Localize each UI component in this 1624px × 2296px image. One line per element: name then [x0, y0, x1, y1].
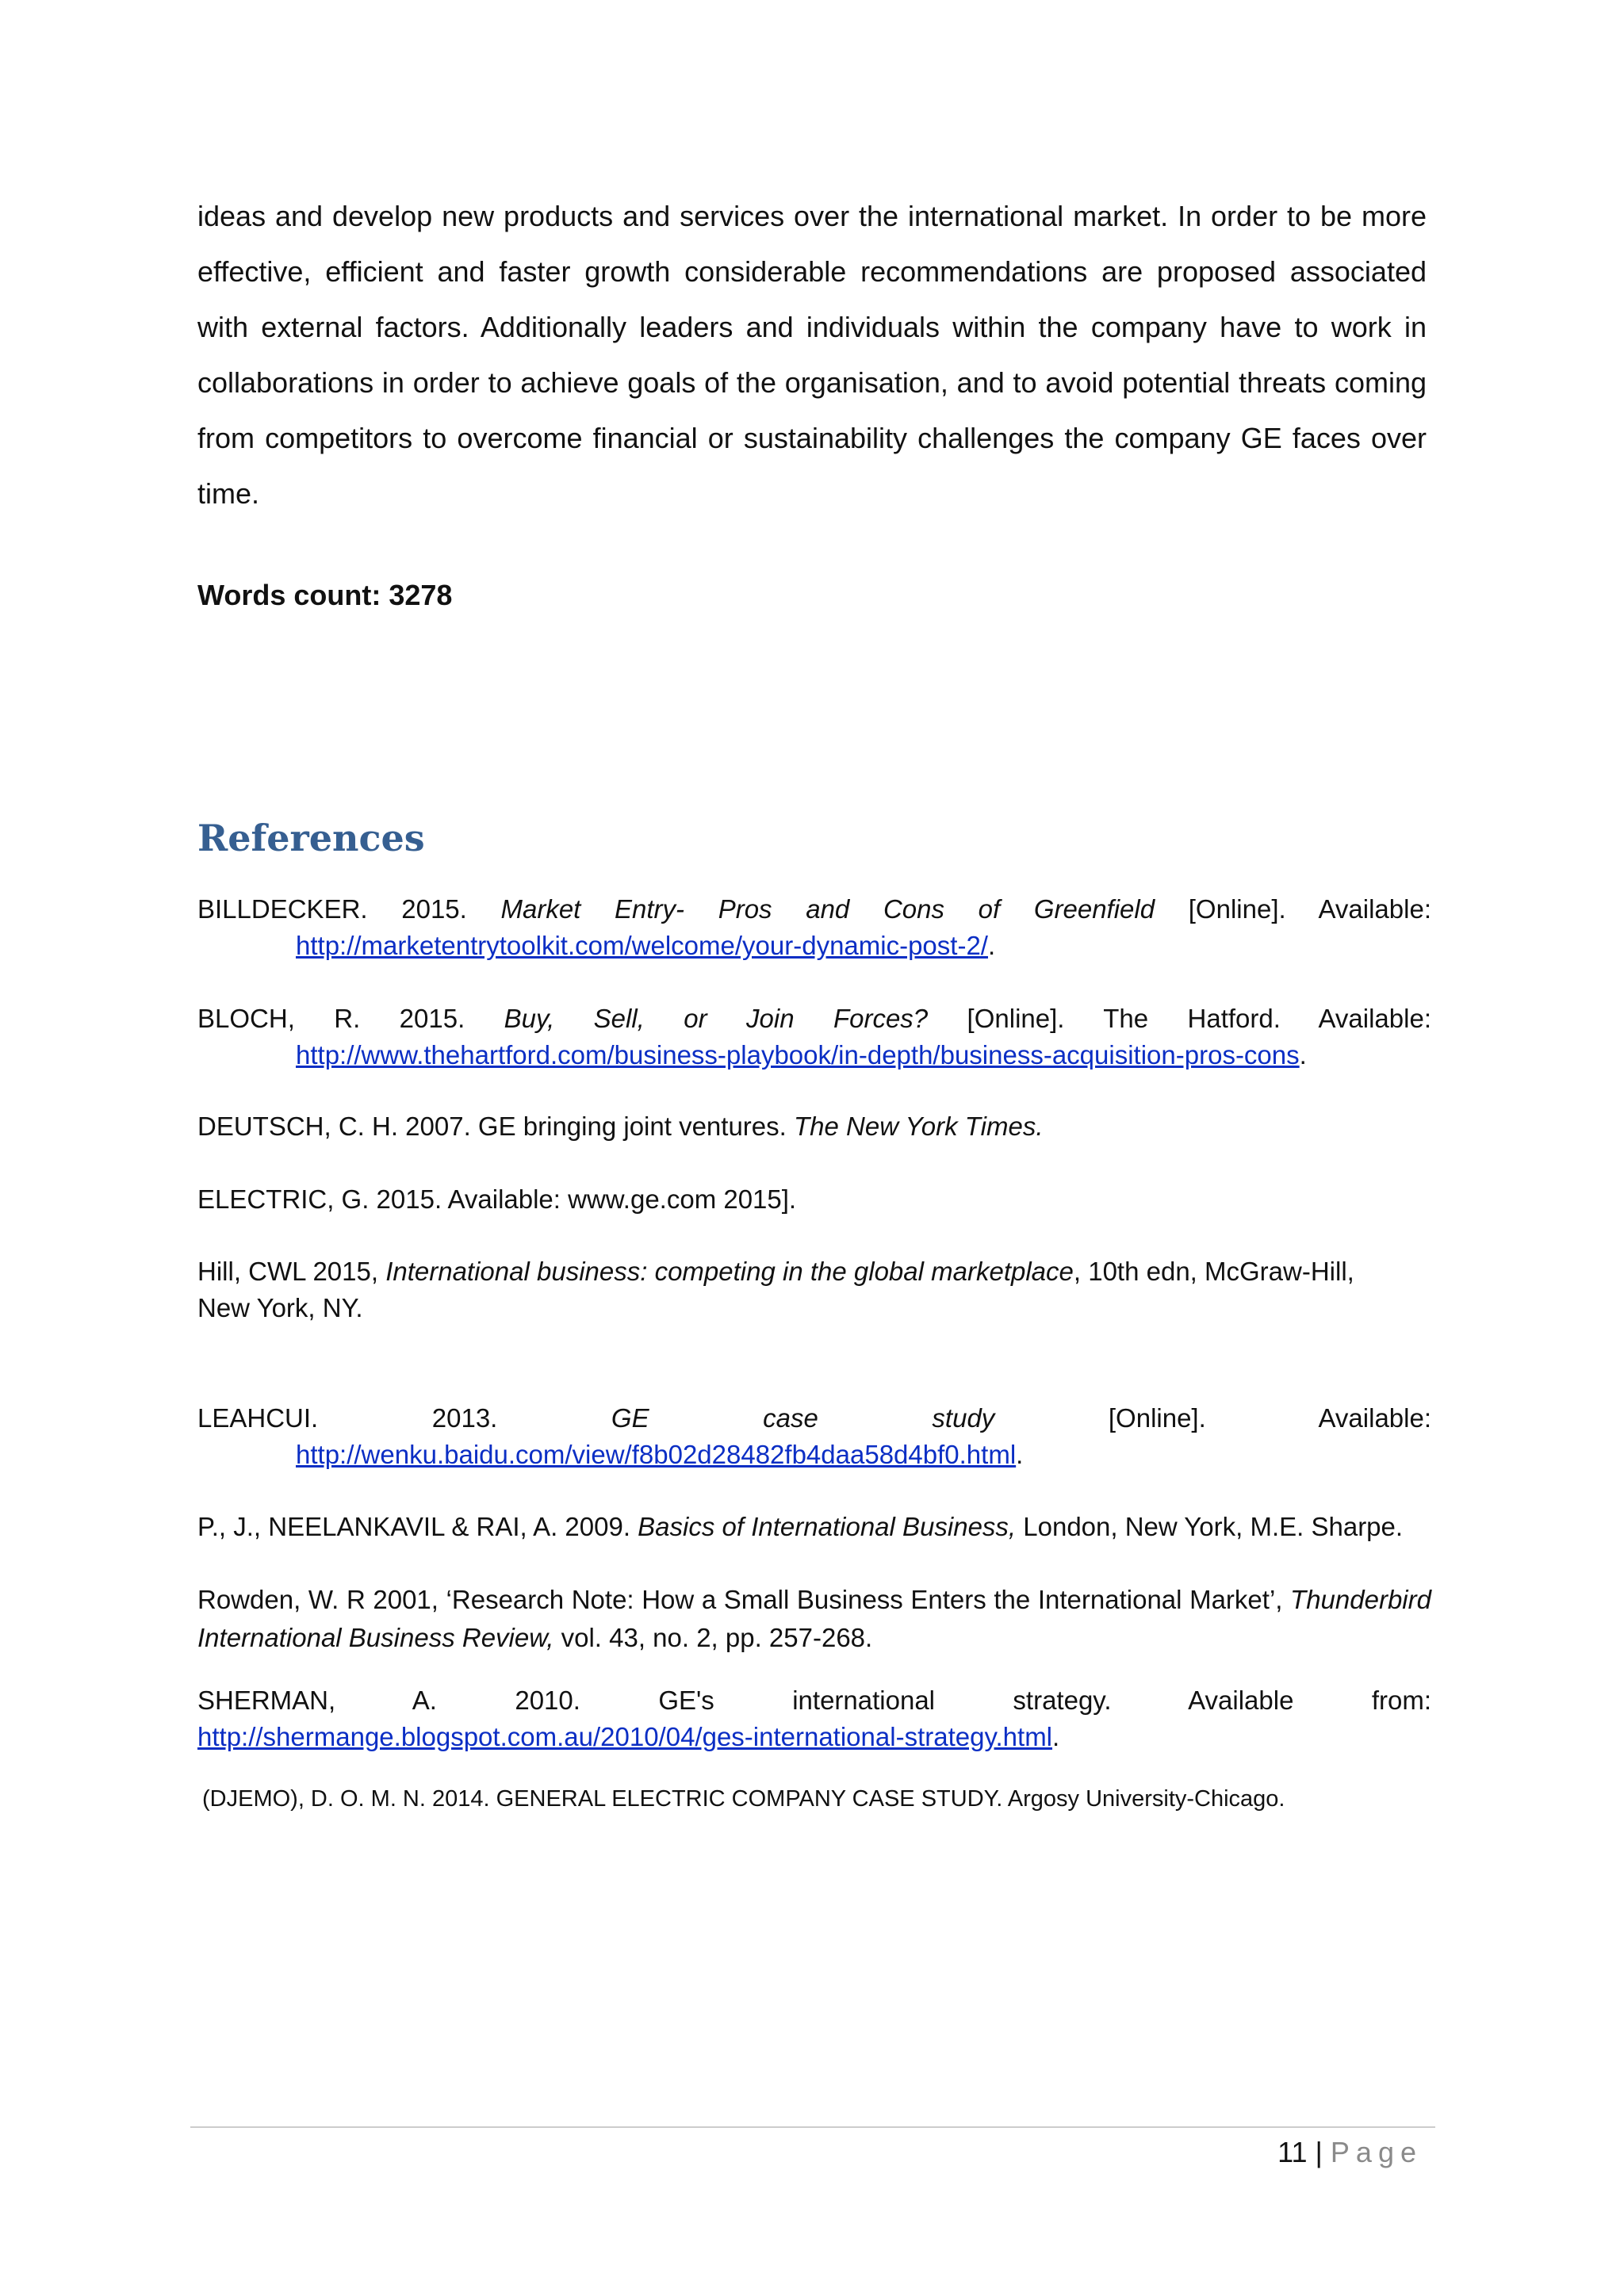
reference-title: GE case study [611, 1403, 995, 1433]
reference-link[interactable]: http://www.thehartford.com/business-playbook/in-depth/business-acquisition-pros-cons [296, 1040, 1300, 1070]
reference-line: BLOCH, R. 2015. Buy, Sell, or Join Forces? [Online]. The Hatford. Available: [197, 1004, 1431, 1033]
reference-item [197, 891, 1431, 964]
page-number-value: 11 [1277, 2136, 1308, 2168]
body-paragraph: ideas and develop new products and services over the international market. In order to be more effective, efficient and faster growth considerable recommendations are proposed associated with external factors. Additionally leaders and individuals within the company have to work in collaborations in order to achieve goals of the organisation, and to avoid potential threats coming from competitors to overcome financial or sustainability challenges the company GE faces over time. [197, 200, 1427, 510]
reference-title: Market Entry- Pros and Cons of Greenfield [500, 894, 1155, 924]
page-number [1277, 2133, 1423, 2172]
reference-item: P., J., NEELANKAVIL & RAI, A. 2009. Basics of International Business, London, New York, M.E. Sharpe. [197, 1512, 1404, 1541]
reference-item [197, 1001, 1431, 1073]
reference-line: SHERMAN, A. 2010. GE's international strategy. Available from: [197, 1686, 1431, 1715]
reference-item: ELECTRIC, G. 2015. Available: www.ge.com 2015]. [197, 1184, 797, 1214]
reference-line: LEAHCUI. 2013. GE case study [Online]. Available: [197, 1403, 1432, 1433]
reference-item [197, 1400, 1431, 1473]
reference-item [197, 1682, 1431, 1755]
reference-title: International business: competing in the global marketplace [385, 1257, 1074, 1286]
reference-title: The New York Times. [793, 1112, 1044, 1141]
reference-continuation: http://shermange.blogspot.com.au/2010/04/ges-international-strategy.html. [197, 1722, 1060, 1751]
reference-line: BILLDECKER. 2015. Market Entry- Pros and Cons of Greenfield [Online]. Available: [197, 894, 1431, 924]
words-count: Words count: 3278 [197, 579, 453, 611]
reference-item: Rowden, W. R 2001, ‘Research Note: How a Small Business Enters the International Market’, Thunderbird International Business Review, vol. 43, no. 2, pp. 257-268. [197, 1585, 1431, 1652]
reference-title: Basics of International Business, [638, 1512, 1017, 1541]
footer-rule [190, 2126, 1435, 2128]
reference-link[interactable]: http://wenku.baidu.com/view/f8b02d28482fb4daa58d4bf0.html [296, 1440, 1017, 1469]
reference-item: DEUTSCH, C. H. 2007. GE bringing joint ventures. The New York Times. [197, 1112, 1044, 1141]
page-label: Page [1330, 2136, 1423, 2168]
reference-item: Hill, CWL 2015, International business: competing in the global marketplace, 10th edn, McGraw-Hill, New York, NY. [197, 1257, 1354, 1322]
reference-continuation: http://www.thehartford.com/business-playbook/in-depth/business-acquisition-pros-cons. [296, 1040, 1307, 1070]
reference-continuation: http://wenku.baidu.com/view/f8b02d28482fb4daa58d4bf0.html. [296, 1440, 1024, 1469]
reference-title: Buy, Sell, or Join Forces? [504, 1004, 929, 1033]
reference-title: Thunderbird International Business Review, [197, 1585, 1431, 1652]
reference-continuation: http://marketentrytoolkit.com/welcome/your-dynamic-post-2/. [296, 931, 996, 960]
references-heading: References [197, 817, 425, 859]
page-number-separator: | [1315, 2136, 1323, 2168]
reference-item: (DJEMO), D. O. M. N. 2014. GENERAL ELECTRIC COMPANY CASE STUDY. Argosy University-Chicago. [202, 1786, 1285, 1812]
reference-link[interactable]: http://marketentrytoolkit.com/welcome/your-dynamic-post-2/ [296, 931, 988, 960]
reference-link[interactable]: http://shermange.blogspot.com.au/2010/04/ges-international-strategy.html [197, 1722, 1053, 1751]
